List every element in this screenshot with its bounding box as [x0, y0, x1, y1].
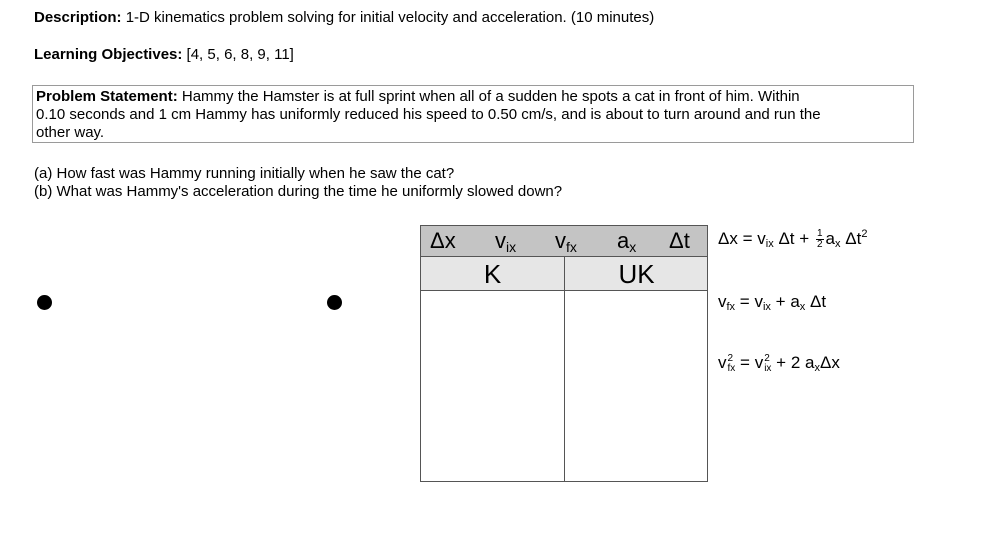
var-v-ix-base: v — [495, 228, 506, 253]
var-delta-t: Δt — [669, 228, 690, 253]
equation-velocity — [718, 292, 826, 312]
eq3-two: 2 — [790, 353, 801, 372]
problem-statement-box — [32, 85, 914, 143]
eq2-v2: v — [754, 292, 763, 311]
eq3-supsub-i — [764, 354, 771, 374]
eq3-v: v — [718, 353, 727, 372]
eq2-ix: ix — [762, 301, 771, 313]
problem-line-3: other way. — [36, 124, 105, 141]
eq1-num: 1 — [816, 228, 823, 240]
objectives-text: [4, 5, 6, 8, 9, 11] — [186, 46, 294, 63]
var-v-ix — [495, 226, 516, 256]
known-unknown-header — [420, 257, 708, 291]
eq2-equals: = — [739, 292, 750, 311]
description-label: Description: — [34, 9, 122, 26]
eq2-plus: + — [775, 292, 786, 311]
var-delta-x: Δx — [430, 228, 456, 253]
eq3-equals: = — [740, 353, 750, 372]
eq1-x: x — [834, 238, 841, 250]
var-v-ix-sub: ix — [506, 239, 517, 255]
eq2-dt: Δt — [810, 292, 827, 311]
eq1-equals: = — [742, 229, 753, 248]
eq3-supsub-f — [728, 354, 736, 374]
body-divider — [564, 291, 565, 481]
eq1-plus: + — [799, 229, 810, 248]
description-text: 1-D kinematics problem solving for initial velocity and acceleration. (10 minutes) — [125, 9, 655, 26]
eq3-plus: + — [776, 353, 787, 372]
eq1-ix: ix — [765, 238, 774, 250]
problem-label: Problem Statement: — [36, 88, 178, 105]
objectives-line — [34, 46, 294, 63]
var-v-fx — [555, 226, 577, 256]
eq1-dx: Δx — [718, 229, 738, 248]
var-v-fx-base: v — [555, 228, 566, 253]
eq3-ix: ix — [764, 362, 772, 374]
eq1-a: a — [825, 229, 835, 248]
eq1-den: 2 — [816, 239, 823, 251]
variables-header — [420, 225, 708, 257]
eq1-half-fraction — [816, 229, 824, 250]
unknown-label: UK — [618, 259, 655, 289]
var-a-x — [617, 226, 636, 256]
question-a: (a) How fast was Hammy running initially when he saw the cat? — [34, 165, 455, 182]
eq1-dt2: Δt — [845, 229, 862, 248]
eq1-sq: 2 — [861, 228, 868, 240]
problem-line-2: 0.10 seconds and 1 cm Hammy has uniformly reduced his speed to 0.50 cm/s, and is about to turn around and run the — [36, 106, 821, 123]
eq2-x: x — [799, 301, 806, 313]
question-b: (b) What was Hammy's acceleration during the time he uniformly slowed down? — [34, 183, 563, 200]
eq3-v2: v — [754, 353, 764, 372]
equation-displacement — [718, 229, 867, 250]
known-label: K — [483, 259, 502, 289]
description-line — [34, 9, 654, 26]
eq2-fx: fx — [726, 301, 736, 313]
eq3-x: x — [814, 362, 820, 374]
eq2-v: v — [718, 292, 727, 311]
problem-line-1: Hammy the Hamster is at full sprint when all of a sudden he spots a cat in front of him. Within — [181, 88, 800, 105]
eq1-v: v — [757, 229, 766, 248]
var-v-fx-sub: fx — [566, 239, 577, 255]
objectives-label: Learning Objectives: — [34, 46, 183, 63]
var-a-x-sub: x — [629, 239, 637, 255]
eq1-dt: Δt — [778, 229, 795, 248]
eq3-dx: Δx — [820, 353, 840, 372]
known-unknown-table-body — [420, 291, 708, 482]
eq3-sq2: 2 — [764, 352, 770, 364]
eq3-a: a — [805, 353, 815, 372]
eq3-fx: fx — [727, 362, 736, 374]
end-position-dot — [327, 295, 342, 310]
equation-velocity-squared — [718, 353, 840, 374]
eq3-sq1: 2 — [727, 352, 734, 364]
eq2-a: a — [790, 292, 800, 311]
var-a-x-base: a — [617, 228, 630, 253]
start-position-dot — [37, 295, 52, 310]
